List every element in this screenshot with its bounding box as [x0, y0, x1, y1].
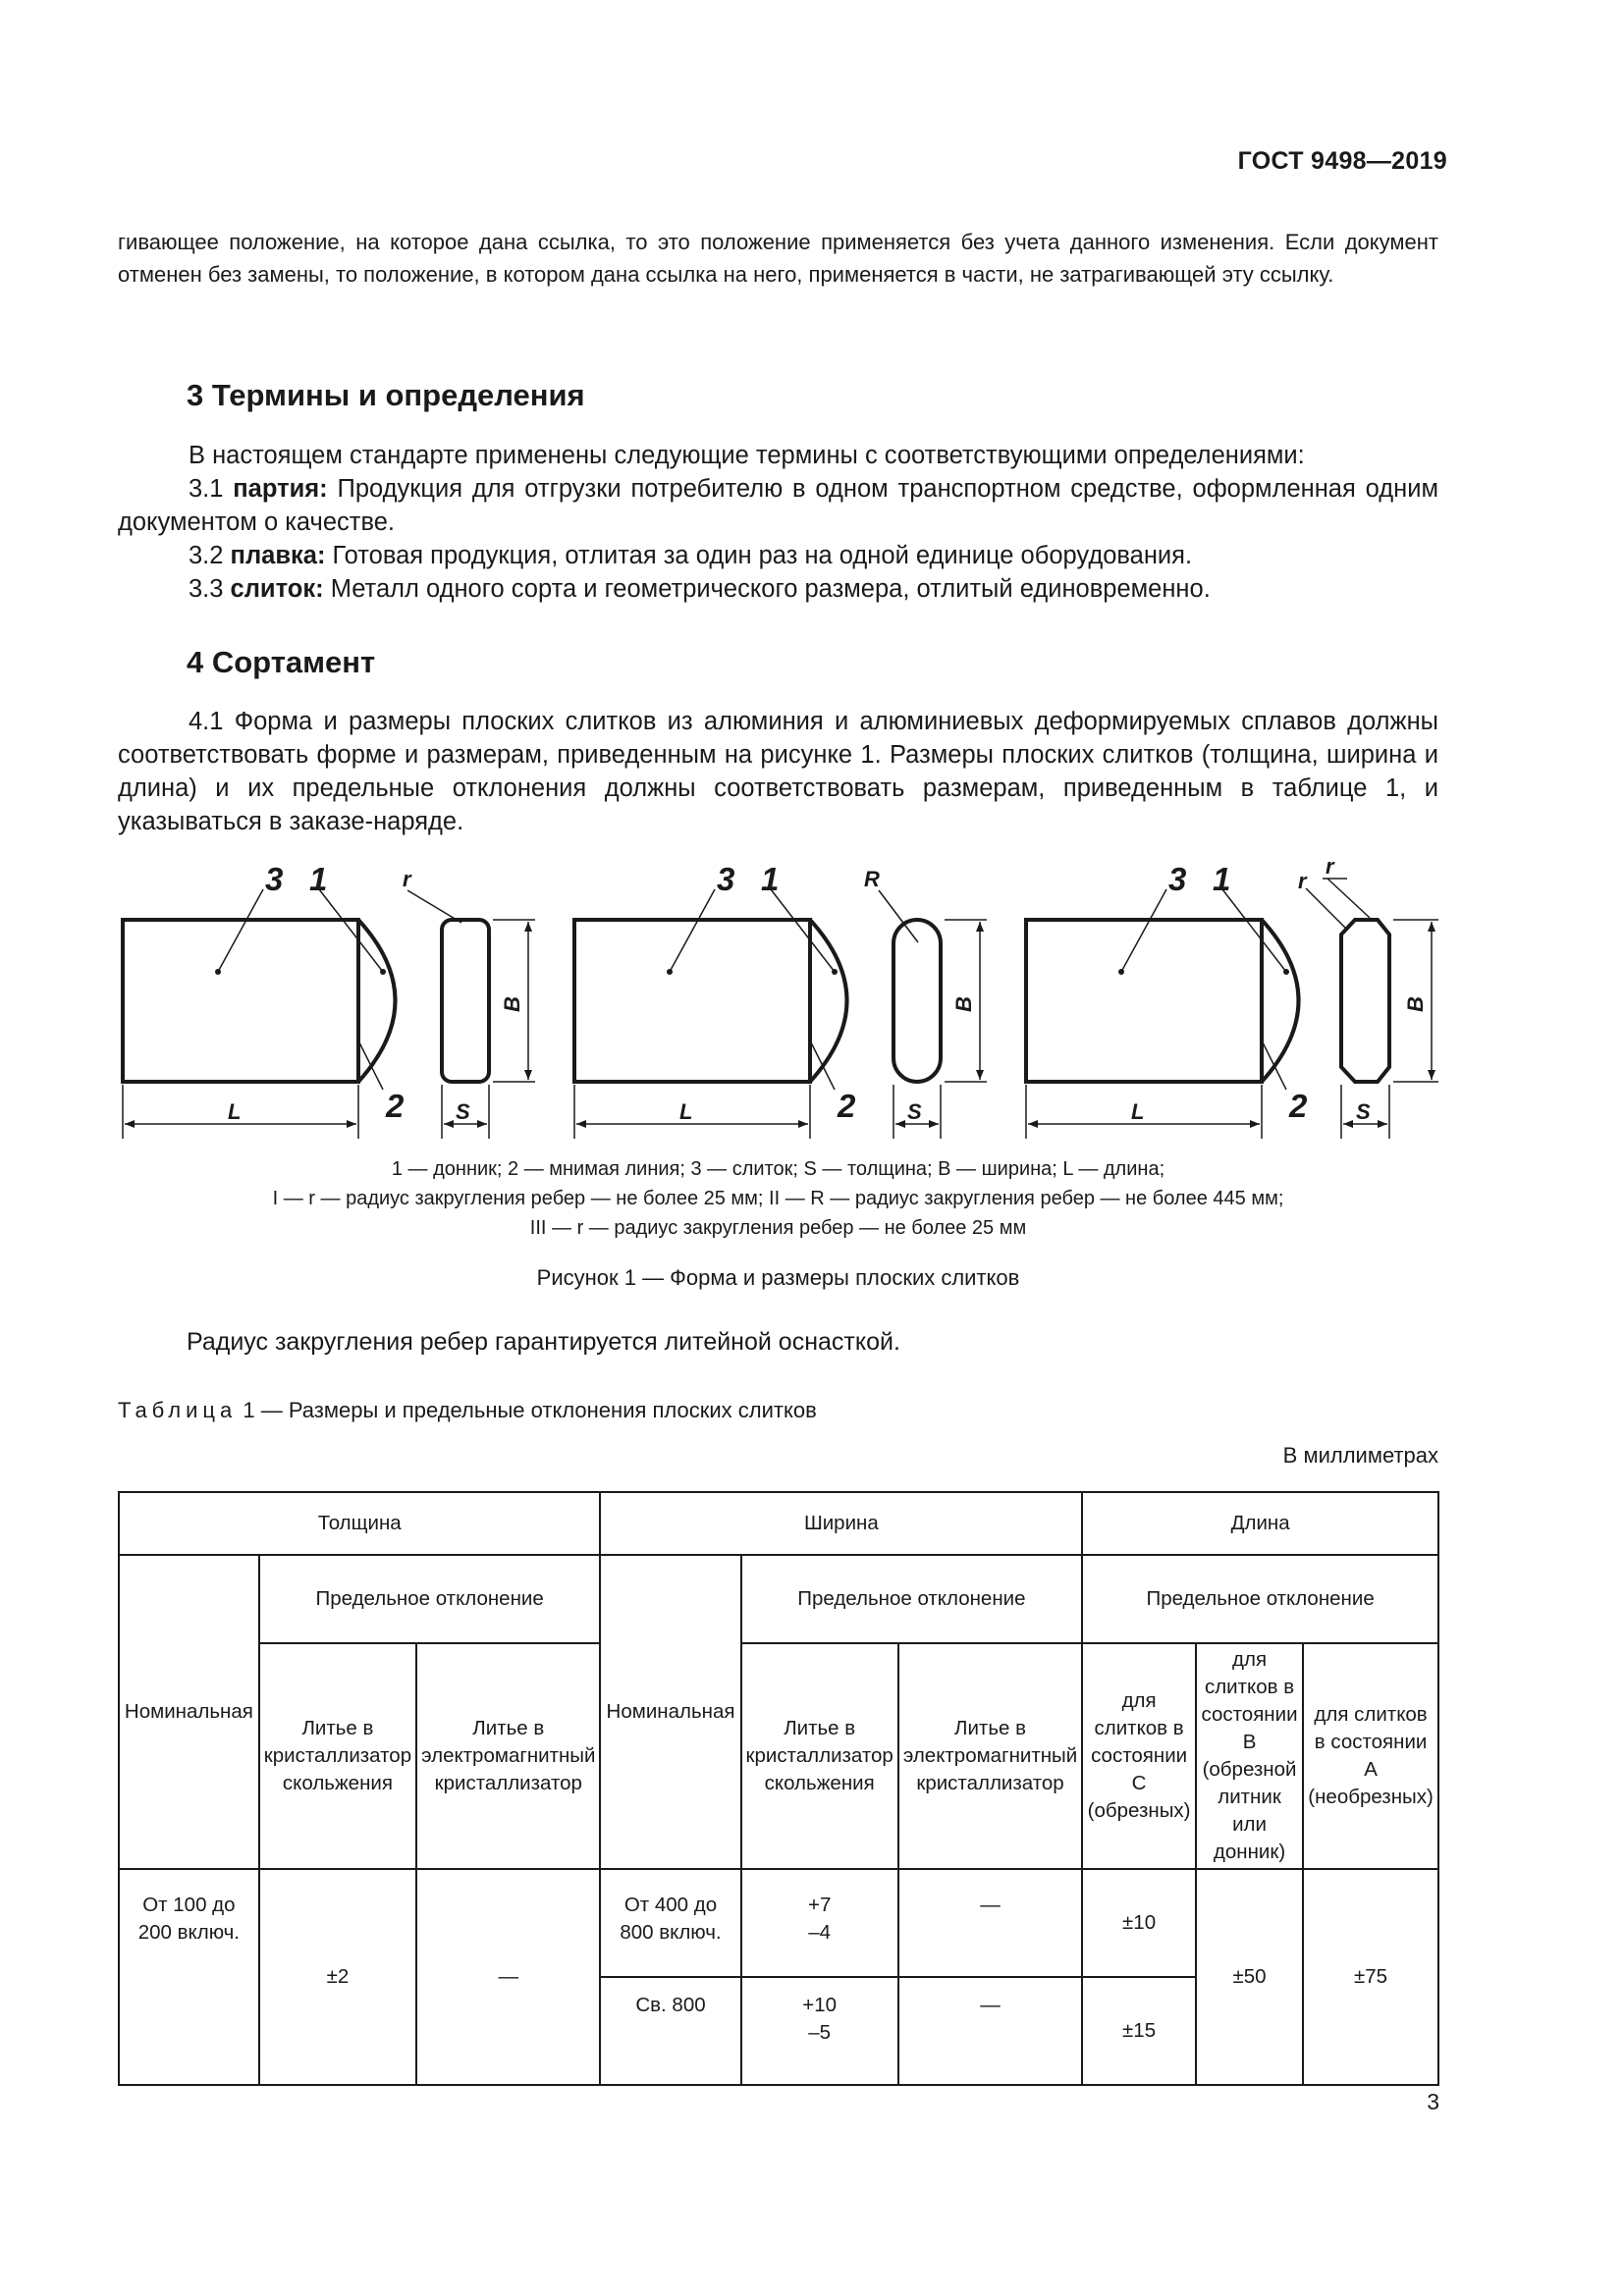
- section-4-heading: 4 Сортамент: [187, 645, 376, 679]
- header-nominal-thickness: Номинальная: [119, 1555, 259, 1869]
- figure-variant-1: [123, 889, 535, 1139]
- header-cast-slide: Литье в кристаллизатор скольжения: [259, 1643, 416, 1869]
- section-3-lead: В настоящем стандарте применены следующие термины с соответствующими определениями:: [189, 442, 1305, 469]
- header-nominal-width: Номинальная: [600, 1555, 740, 1869]
- intro-paragraph: гивающее положение, на которое дана ссылка, то это положение применяется без учета данного изменения. Если документ отменен без замены, то положение, в котором дана ссылка на него, применяется в части, не затрагивающей эту ссылку.: [118, 230, 1438, 287]
- label-r: r: [403, 867, 411, 891]
- header-cast-em: Литье в электромагнитный кристаллизатор: [898, 1643, 1082, 1869]
- section-3-heading: 3 Термины и определения: [187, 378, 585, 412]
- cell-width-slide-1: +7 –4: [741, 1869, 898, 1977]
- label-S: S: [456, 1099, 470, 1124]
- figure-variant-3: [1026, 879, 1438, 1139]
- label-L: L: [679, 1099, 693, 1124]
- label-3: 3: [1168, 861, 1187, 897]
- legend-line-2: I — r — радиус закругления ребер — не более 25 мм; II — R — радиус закругления ребер — не более 445 мм;: [272, 1188, 1284, 1209]
- cell-length-c-1: ±10: [1082, 1869, 1196, 1977]
- label-3: 3: [265, 861, 284, 897]
- term-3-1: 3.1 партия: Продукция для отгрузки потребителю в одном транспортном средстве, оформленная одним документом о качестве.: [118, 475, 1438, 536]
- table-units: В миллиметрах: [1282, 1443, 1438, 1468]
- label-B: B: [500, 996, 524, 1012]
- cell-length-b: ±50: [1196, 1869, 1303, 2085]
- label-1: 1: [309, 861, 328, 897]
- cell-thickness-nominal: От 100 до 200 включ.: [119, 1869, 259, 2085]
- label-S: S: [1356, 1099, 1371, 1124]
- header-width: Ширина: [600, 1492, 1082, 1555]
- header-cast-slide: Литье в кристаллизатор скольжения: [741, 1643, 898, 1869]
- figure-variant-2: [574, 889, 987, 1139]
- header-length-state-a: для слитков в состоянии А (необрезных): [1303, 1643, 1438, 1869]
- label-2: 2: [838, 1088, 856, 1124]
- label-1: 1: [761, 861, 780, 897]
- label-B: B: [1403, 996, 1428, 1012]
- cell-length-a: ±75: [1303, 1869, 1438, 2085]
- legend-line-3: III — r — радиус закругления ребер — не более 25 мм: [529, 1217, 1027, 1239]
- label-1: 1: [1213, 861, 1231, 897]
- header-thickness: Толщина: [119, 1492, 600, 1555]
- label-r: r: [1298, 869, 1307, 893]
- term-3-3: 3.3 слиток: Металл одного сорта и геометрического размера, отлитый единовременно.: [189, 575, 1211, 603]
- cell-thickness-slide: ±2: [259, 1869, 416, 2085]
- header-length: Длина: [1082, 1492, 1438, 1555]
- cell-width-nominal-1: От 400 до 800 включ.: [600, 1869, 740, 1977]
- cell-thickness-em: —: [416, 1869, 600, 2085]
- cell-width-slide-2: +10 –5: [741, 1977, 898, 2085]
- header-length-state-c: для слитков в состоянии С (обрезных): [1082, 1643, 1196, 1869]
- label-L: L: [1131, 1099, 1145, 1124]
- figure-caption: Рисунок 1 — Форма и размеры плоских слитков: [536, 1265, 1020, 1290]
- cell-width-em-1: —: [898, 1869, 1082, 1977]
- header-cast-em: Литье в электромагнитный кристаллизатор: [416, 1643, 600, 1869]
- figure-legend: [118, 1154, 1438, 1243]
- legend-line-1: 1 — донник; 2 — мнимая линия; 3 — слиток; S — толщина; B — ширина; L — длина;: [391, 1158, 1165, 1180]
- label-L: L: [228, 1099, 242, 1124]
- label-S: S: [907, 1099, 922, 1124]
- header-limit-deviation-thickness: Предельное отклонение: [259, 1555, 601, 1643]
- label-2: 2: [386, 1088, 405, 1124]
- cell-width-em-2: —: [898, 1977, 1082, 2085]
- page-number: 3: [1427, 2089, 1439, 2114]
- term-3-2: 3.2 плавка: Готовая продукция, отлитая за один раз на одной единице оборудования.: [189, 542, 1193, 569]
- header-limit-deviation-width: Предельное отклонение: [741, 1555, 1083, 1643]
- header-limit-deviation-length: Предельное отклонение: [1082, 1555, 1438, 1643]
- label-2: 2: [1289, 1088, 1308, 1124]
- section-4-1-paragraph: 4.1 Форма и размеры плоских слитков из алюминия и алюминиевых деформируемых сплавов должны соответствовать форме и размерам, приведенным на рисунке 1. Размеры плоских слитков (толщина, ширина и длина) и их предельные отклонения должны соответствовать размерам, приведенным в таблице 1, и указываться в заказе-наряде.: [118, 708, 1438, 835]
- cell-width-nominal-2: Св. 800: [600, 1977, 740, 2085]
- dimensions-table: [118, 1491, 1439, 2086]
- note-paragraph: Радиус закругления ребер гарантируется литейной оснасткой.: [187, 1328, 900, 1356]
- label-3: 3: [717, 861, 735, 897]
- cell-length-c-2: ±15: [1082, 1977, 1196, 2085]
- table-caption: Таблица 1 — Размеры и предельные отклонения плоских слитков: [118, 1398, 817, 1422]
- label-r: r: [1326, 854, 1334, 879]
- header-length-state-b: для слитков в состоянии В (обрезной литник или донник): [1196, 1643, 1303, 1869]
- document-id: ГОСТ 9498—2019: [1237, 147, 1447, 175]
- label-B: B: [951, 996, 976, 1012]
- label-R: R: [864, 867, 880, 891]
